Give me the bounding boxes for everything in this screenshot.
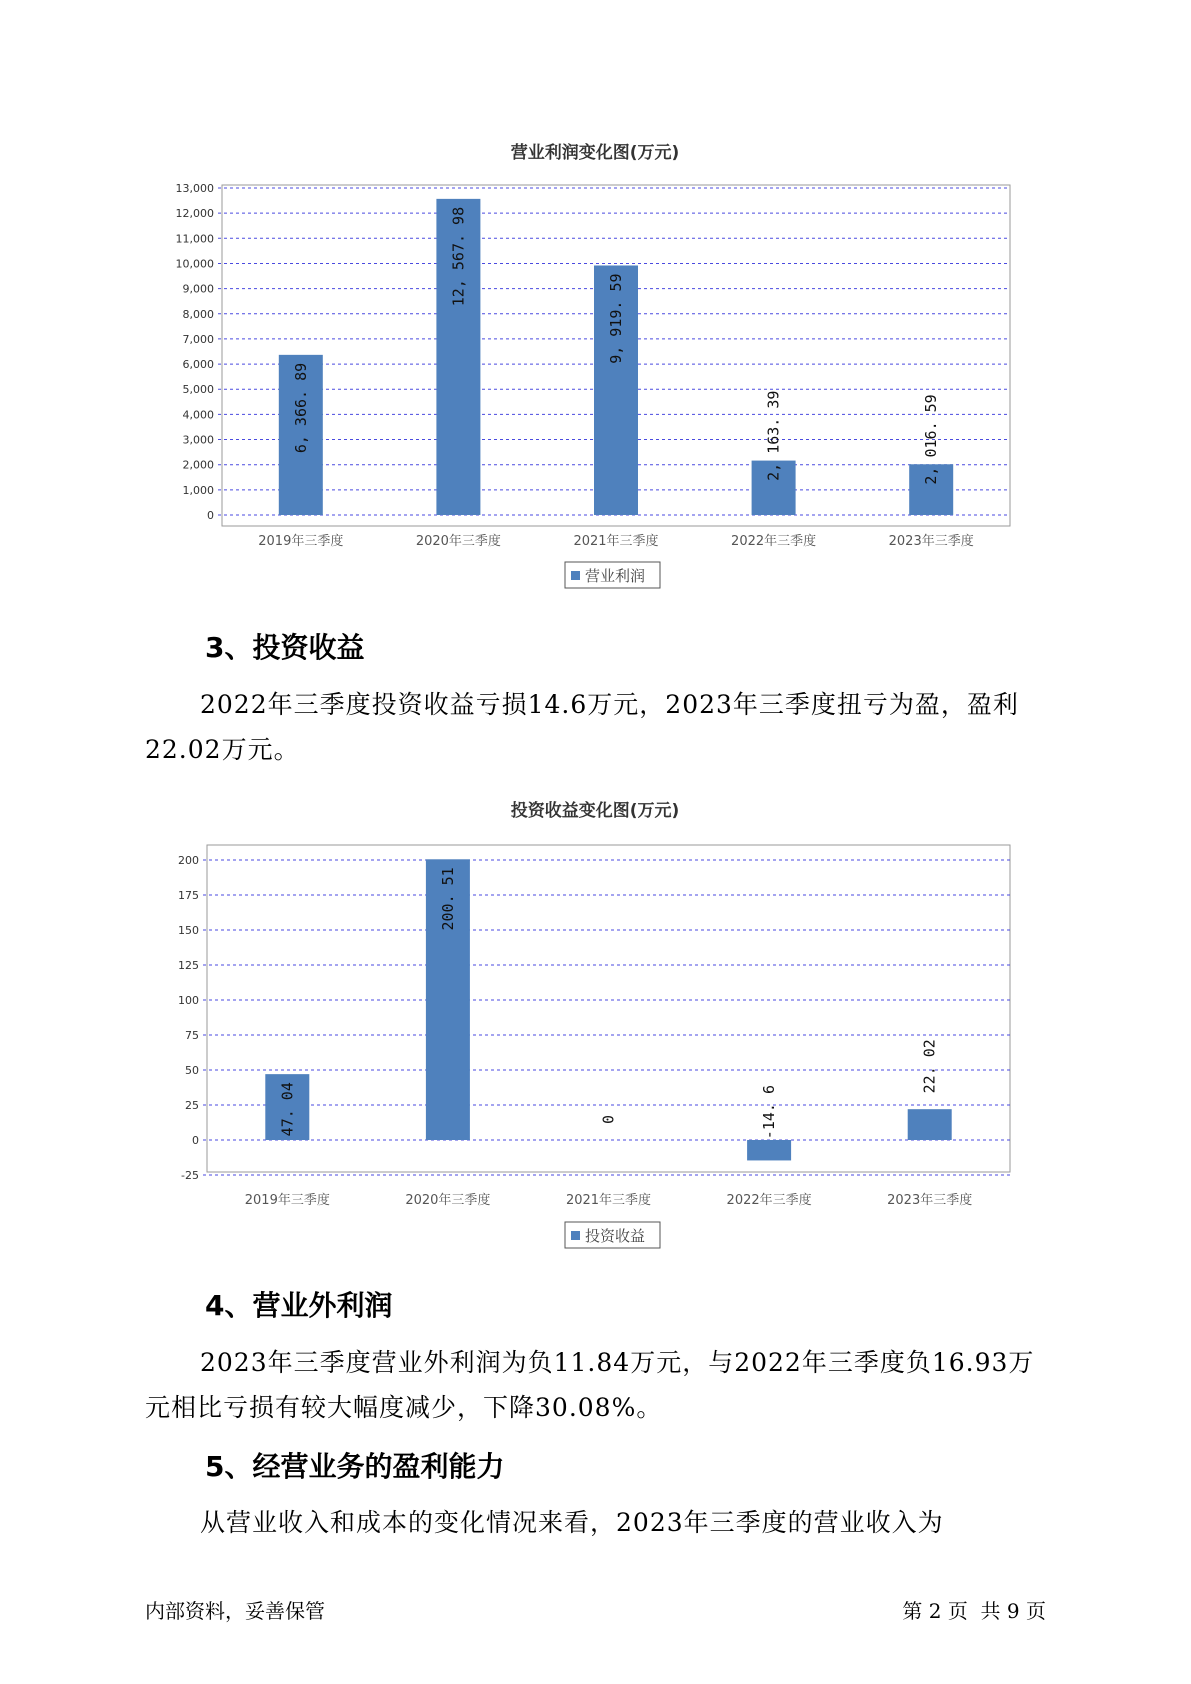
data-label: 6, 366. 89: [291, 362, 310, 454]
x-tick-label: 2023年三季度: [887, 1193, 973, 1208]
x-tick-label: 2020年三季度: [415, 534, 501, 549]
data-label: 2, 016. 59: [922, 394, 941, 485]
data-label: 47. 04: [278, 1082, 297, 1137]
section-4-heading: 4、营业外利润: [205, 1289, 393, 1322]
data-label: -14. 6: [760, 1085, 779, 1140]
section-5-paragraph: 从营业收入和成本的变化情况来看，2023年三季度的营业收入为: [200, 1508, 944, 1537]
y-tick-label: 9,000: [182, 282, 214, 296]
chart-title: 营业利润变化图(万元): [510, 143, 680, 163]
y-tick-label: 6,000: [182, 358, 214, 372]
chart-title: 投资收益变化图(万元): [510, 801, 680, 821]
bar: [747, 1140, 791, 1160]
x-tick-label: 2023年三季度: [888, 534, 974, 549]
section-3-paragraph: 2022年三季度投资收益亏损14.6万元，2023年三季度扭亏为盈，盈利22.02万元。: [145, 690, 1019, 764]
y-tick-label: 4,000: [182, 408, 214, 422]
y-tick-label: 5,000: [182, 383, 214, 397]
y-tick-label: 1,000: [182, 483, 214, 497]
y-tick-label: 25: [185, 1099, 199, 1112]
y-tick-label: 13,000: [175, 182, 214, 195]
x-tick-label: 2020年三季度: [405, 1193, 491, 1208]
y-tick-label: 125: [178, 959, 199, 972]
data-label: 22. 02: [920, 1039, 939, 1094]
footer-confidential: 内部资料，妥善保管: [145, 1599, 325, 1623]
section-5-heading: 5、经营业务的盈利能力: [205, 1450, 505, 1483]
y-tick-label: 200: [178, 854, 199, 867]
data-label: 9, 919. 59: [607, 273, 625, 364]
x-tick-label: 2022年三季度: [726, 1193, 812, 1208]
y-tick-label: 2,000: [182, 458, 214, 472]
section-3-heading: 3、投资收益: [205, 631, 365, 664]
y-tick-label: 11,000: [175, 232, 214, 246]
y-tick-label: 0: [207, 509, 214, 522]
data-label: 2, 163. 39: [764, 390, 783, 481]
legend-swatch: [571, 1231, 580, 1240]
y-tick-label: 75: [185, 1029, 199, 1042]
y-tick-label: 100: [178, 994, 199, 1007]
y-tick-label: 0: [192, 1134, 199, 1147]
y-tick-label: 10,000: [175, 257, 214, 271]
data-label: 200. 51: [438, 867, 457, 931]
data-label: 0: [599, 1115, 618, 1125]
y-tick-label: 150: [178, 924, 199, 937]
legend-label: 投资收益: [585, 1227, 646, 1245]
bar: [908, 1109, 952, 1140]
legend-label: 营业利润: [585, 567, 646, 585]
y-tick-label: 7,000: [182, 332, 214, 346]
y-tick-label: -25: [181, 1169, 199, 1182]
x-tick-label: 2019年三季度: [258, 534, 344, 549]
y-tick-label: 8,000: [182, 307, 214, 321]
x-tick-label: 2021年三季度: [565, 1193, 652, 1208]
x-tick-label: 2021年三季度: [573, 534, 659, 549]
y-tick-label: 12,000: [175, 207, 214, 221]
y-tick-label: 175: [178, 889, 199, 902]
y-tick-label: 50: [185, 1064, 199, 1077]
footer-page-number: 第 2 页 共 9 页: [902, 1599, 1046, 1623]
x-tick-label: 2022年三季度: [731, 534, 817, 549]
section-4-paragraph: 2023年三季度营业外利润为负11.84万元，与2022年三季度负16.93万元相比亏损有较大幅度减少，下降30.08%。: [145, 1348, 1035, 1422]
data-label: 12, 567. 98: [449, 206, 468, 307]
x-tick-label: 2019年三季度: [244, 1193, 330, 1208]
y-tick-label: 3,000: [182, 433, 214, 447]
